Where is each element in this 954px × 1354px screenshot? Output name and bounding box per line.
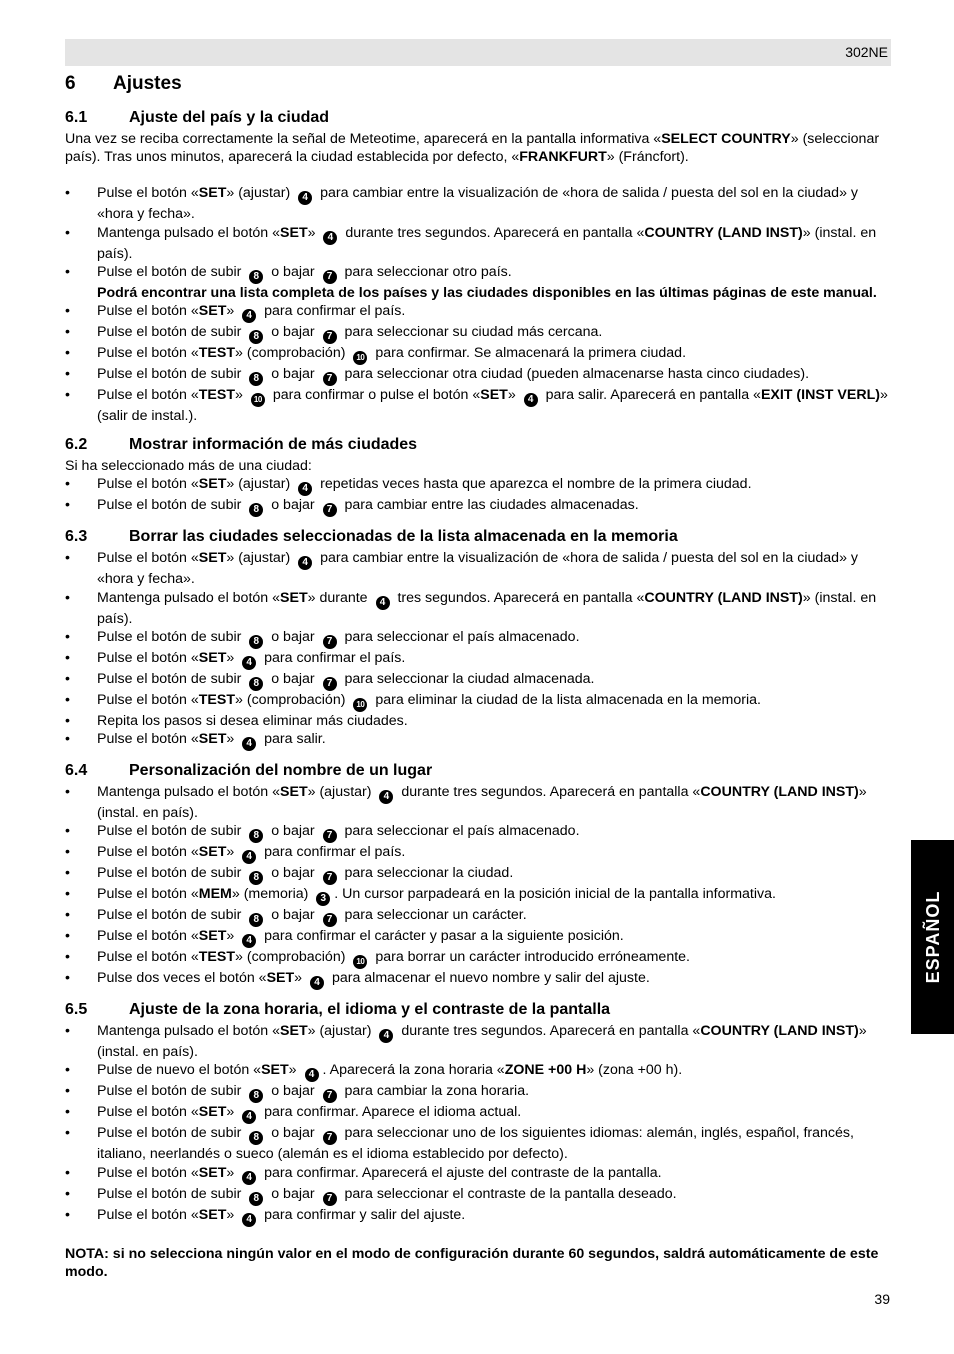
button-number-7-icon: 7	[323, 677, 337, 691]
bold-text: SET	[198, 550, 227, 567]
bold-text: SET	[198, 185, 227, 202]
text: para almacenar el nuevo nombre y salir del ajuste.	[328, 970, 650, 987]
bold-text: FRANKFURT	[519, 149, 607, 166]
button-number-4-icon: 4	[242, 737, 256, 751]
main-content	[65, 72, 891, 1281]
text: para confirmar o pulse el botón «	[268, 387, 481, 404]
note: NOTA: si no selecciona ningún valor en el modo de configuración durante 60 segundos, saldrá automáticamente de este modo.	[65, 1245, 879, 1280]
text: Pulse el botón «	[97, 649, 199, 666]
bold-text: SET	[198, 1206, 227, 1223]
text: para confirmar. Se almacenará la primera ciudad.	[371, 345, 687, 362]
bold-text: TEST	[198, 345, 236, 362]
list-item	[65, 302, 891, 323]
text: » (seleccionar país). Tras unos minutos, aparecerá la ciudad establecida por defecto, «	[65, 131, 880, 166]
bold-text: SET	[266, 970, 295, 987]
section-heading	[65, 761, 891, 781]
language-tab-label: ESPAÑOL	[922, 890, 943, 984]
section-heading	[65, 1000, 891, 1020]
list-item	[65, 730, 891, 751]
text: para cambiar entre las ciudades almacenadas.	[340, 497, 639, 514]
button-number-10-icon: 10	[353, 351, 367, 365]
bold-text: TEST	[198, 387, 236, 404]
text: o bajar	[267, 907, 319, 924]
bold-text: SET	[280, 784, 308, 801]
button-number-8-icon: 8	[249, 330, 263, 344]
button-number-4-icon: 4	[242, 656, 256, 670]
bold-text: Podrá encontrar una lista completa de los países y las ciudades disponibles en las últimas páginas de este manual.	[97, 284, 877, 301]
bold-text: SET	[198, 476, 227, 493]
bold-text: SET	[280, 224, 308, 241]
text: o bajar	[267, 670, 319, 687]
button-number-8-icon: 8	[249, 677, 263, 691]
button-number-8-icon: 8	[249, 829, 263, 843]
text: Una vez se reciba correctamente la señal de Meteotime, aparecerá en la pantalla informativa «	[65, 131, 662, 147]
text: Mantenga pulsado el botón «	[97, 224, 281, 241]
bold-text: SET	[480, 387, 508, 404]
list-item	[65, 822, 891, 843]
text: » (ajustar)	[307, 1023, 376, 1040]
list-item	[65, 628, 891, 649]
text: repetidas veces hasta que aparezca el nombre de la primera ciudad.	[316, 476, 752, 493]
text: para confirmar el país.	[260, 303, 406, 320]
text: Pulse el botón de subir	[97, 670, 246, 687]
model-number: 302NE	[845, 44, 888, 60]
text: para eliminar la ciudad de la lista almacenada en la memoria.	[371, 691, 761, 708]
intro-paragraph	[65, 130, 891, 166]
bold-text: TEST	[198, 949, 236, 966]
list-item	[65, 1103, 891, 1124]
text: »	[226, 1164, 239, 1181]
text: Pulse el botón de subir	[97, 628, 246, 645]
text: » (comprobación)	[235, 949, 350, 966]
instruction-list	[65, 783, 891, 990]
text: Pulse el botón «	[97, 185, 199, 202]
button-number-4-icon: 4	[242, 1110, 256, 1124]
text: » (comprobación)	[235, 345, 350, 362]
button-number-8-icon: 8	[249, 372, 263, 386]
text: Pulse el botón de subir	[97, 823, 246, 840]
button-number-8-icon: 8	[249, 270, 263, 284]
bold-text: TEST	[198, 691, 236, 708]
text: Repita los pasos si desea eliminar más ciudades.	[97, 712, 408, 729]
button-number-7-icon: 7	[323, 270, 337, 284]
text: para salir. Aparecerá en pantalla «	[541, 387, 761, 404]
bold-text: SET	[198, 649, 227, 666]
text: » (ajustar)	[226, 476, 295, 493]
text: para confirmar el país.	[260, 844, 406, 861]
list-item	[65, 1124, 891, 1163]
list-item	[65, 712, 891, 730]
text: o bajar	[267, 263, 319, 280]
text: durante tres segundos. Aparecerá en pantalla «	[397, 1023, 701, 1040]
text: » (instal. en país).	[97, 784, 867, 822]
list-item	[65, 549, 891, 588]
button-number-4-icon: 4	[298, 556, 312, 570]
text: Pulse de nuevo el botón «	[97, 1062, 262, 1079]
section-6-3	[65, 527, 891, 751]
button-number-7-icon: 7	[323, 1089, 337, 1103]
text: tres segundos. Aparecerá en pantalla «	[393, 589, 645, 606]
list-item	[65, 386, 891, 425]
button-number-8-icon: 8	[249, 503, 263, 517]
text: o bajar	[267, 1185, 319, 1202]
text: » (instal. en país).	[97, 224, 877, 262]
button-number-4-icon: 4	[298, 482, 312, 496]
bold-text: SET	[280, 589, 308, 606]
section-6-5	[65, 1000, 891, 1226]
text: o bajar	[267, 628, 319, 645]
bold-text: COUNTRY (LAND INST)	[644, 224, 803, 241]
list-item	[65, 496, 891, 517]
button-number-7-icon: 7	[323, 635, 337, 649]
button-number-4-icon: 4	[379, 790, 393, 804]
text: para confirmar y salir del ajuste.	[260, 1206, 466, 1223]
text: Pulse el botón de subir	[97, 497, 246, 514]
text: Pulse el botón «	[97, 387, 199, 404]
bold-text: MEM	[198, 886, 232, 903]
text: Pulse el botón «	[97, 345, 199, 362]
list-item	[65, 1185, 891, 1206]
button-number-7-icon: 7	[323, 372, 337, 386]
bold-text: EXIT (INST VERL)	[760, 387, 880, 404]
bold-text: SET	[198, 928, 227, 945]
text: Pulse el botón «	[97, 1164, 199, 1181]
section-title: Personalización del nombre de un lugar	[129, 762, 433, 780]
list-item	[65, 864, 891, 885]
button-number-4-icon: 4	[310, 976, 324, 990]
list-item	[65, 1082, 891, 1103]
button-number-4-icon: 4	[305, 1068, 319, 1082]
section-number: 6.4	[65, 762, 88, 780]
list-item	[65, 475, 891, 496]
section-number: 6.5	[65, 1001, 88, 1019]
text: » (salir de instal.).	[97, 387, 888, 425]
section-heading	[65, 527, 891, 547]
text: o bajar	[267, 1083, 319, 1100]
button-number-7-icon: 7	[323, 330, 337, 344]
text: o bajar	[267, 324, 319, 341]
text: »	[288, 1062, 301, 1079]
text: Pulse el botón «	[97, 550, 199, 567]
bold-text: SET	[261, 1062, 289, 1079]
list-item	[65, 843, 891, 864]
text: » (Fráncfort).	[606, 149, 689, 166]
text: Pulse el botón «	[97, 1206, 199, 1223]
bold-text: SET	[198, 1164, 227, 1181]
text: »	[235, 387, 247, 404]
button-number-8-icon: 8	[249, 635, 263, 649]
list-item	[65, 885, 891, 906]
text: » (instal. en país).	[97, 1023, 867, 1061]
text: o bajar	[267, 366, 319, 383]
section-heading	[65, 435, 891, 455]
text: »	[294, 970, 307, 987]
text: » (ajustar)	[307, 784, 376, 801]
text: o bajar	[267, 823, 319, 840]
list-item	[65, 649, 891, 670]
text: o bajar	[267, 497, 319, 514]
instruction-list	[65, 549, 891, 751]
button-number-8-icon: 8	[249, 871, 263, 885]
list-item	[65, 184, 891, 223]
text: Mantenga pulsado el botón «	[97, 1023, 281, 1040]
text: para borrar un carácter introducido erróneamente.	[371, 949, 690, 966]
text: » (memoria)	[231, 886, 313, 903]
text: Pulse el botón «	[97, 844, 199, 861]
text: Mantenga pulsado el botón «	[97, 784, 281, 801]
bold-text: COUNTRY (LAND INST)	[700, 784, 859, 801]
page-number: 39	[874, 1291, 890, 1307]
text: para seleccionar su ciudad más cercana.	[340, 324, 603, 341]
text: o bajar	[267, 1125, 319, 1142]
button-number-8-icon: 8	[249, 913, 263, 927]
bold-text: COUNTRY (LAND INST)	[644, 589, 803, 606]
text: para seleccionar el contraste de la pantalla deseado.	[340, 1185, 677, 1202]
text: » (instal. en país).	[97, 589, 877, 627]
text: Pulse dos veces el botón «	[97, 970, 267, 987]
text: para seleccionar otro país.	[340, 263, 512, 280]
text: para confirmar el país.	[260, 649, 406, 666]
button-number-4-icon: 4	[298, 191, 312, 205]
section-title: Ajuste de la zona horaria, el idioma y el contraste de la pantalla	[129, 1001, 611, 1019]
text: » (comprobación)	[235, 691, 350, 708]
text: para confirmar. Aparece el idioma actual.	[260, 1104, 522, 1121]
section-number: 6.1	[65, 109, 88, 126]
button-number-7-icon: 7	[323, 1131, 337, 1145]
list-item	[65, 224, 891, 263]
section-title: Borrar las ciudades seleccionadas de la lista almacenada en la memoria	[129, 528, 678, 546]
text: para confirmar el carácter y pasar a la siguiente posición.	[260, 928, 624, 945]
list-item	[65, 670, 891, 691]
list-item	[65, 1061, 891, 1082]
bold-text: SET	[198, 844, 227, 861]
text: Pulse el botón «	[97, 928, 199, 945]
text: Pulse el botón de subir	[97, 263, 246, 280]
text: » (ajustar)	[226, 550, 295, 567]
bold-text: SET	[198, 1104, 227, 1121]
button-number-7-icon: 7	[323, 1192, 337, 1206]
button-number-4-icon: 4	[524, 393, 538, 407]
button-number-4-icon: 4	[242, 1213, 256, 1227]
list-item	[65, 589, 891, 628]
button-number-7-icon: 7	[323, 913, 337, 927]
sections	[65, 108, 891, 1227]
intro-paragraph	[65, 457, 891, 475]
button-number-4-icon: 4	[242, 850, 256, 864]
text: Pulse el botón de subir	[97, 324, 246, 341]
list-item	[65, 1164, 891, 1185]
text: durante tres segundos. Aparecerá en pantalla «	[341, 224, 645, 241]
text: Pulse el botón «	[97, 886, 199, 903]
instruction-list	[65, 184, 891, 425]
section-title: Mostrar información de más ciudades	[129, 436, 418, 454]
header-bar	[65, 39, 891, 66]
section-6-4	[65, 761, 891, 990]
text: Pulse el botón «	[97, 303, 199, 320]
button-number-8-icon: 8	[249, 1089, 263, 1103]
text: Pulse el botón «	[97, 476, 199, 493]
text: para cambiar entre la visualización de «hora de salida / puesta del sol en la ciudad» y «hora y fecha».	[97, 550, 858, 588]
list-item	[65, 323, 891, 344]
button-number-8-icon: 8	[249, 1131, 263, 1145]
list-item	[65, 263, 891, 302]
button-number-10-icon: 10	[251, 393, 265, 407]
text: para salir.	[260, 731, 326, 748]
button-number-10-icon: 10	[353, 955, 367, 969]
text: para cambiar la zona horaria.	[340, 1083, 530, 1100]
language-tab	[911, 840, 954, 1034]
button-number-8-icon: 8	[249, 1192, 263, 1206]
text: Pulse el botón de subir	[97, 907, 246, 924]
text: . Un cursor parpadeará en la posición inicial de la pantalla informativa.	[334, 886, 776, 903]
chapter-title: Ajustes	[113, 73, 182, 94]
text: » (zona +00 h).	[586, 1062, 683, 1079]
list-item	[65, 906, 891, 927]
button-number-4-icon: 4	[323, 231, 337, 245]
text: . Aparecerá la zona horaria «	[322, 1062, 505, 1079]
button-number-4-icon: 4	[242, 309, 256, 323]
button-number-4-icon: 4	[242, 1171, 256, 1185]
text: »	[226, 928, 239, 945]
text: » (ajustar)	[226, 185, 295, 202]
text: para seleccionar un carácter.	[340, 907, 527, 924]
text: »	[226, 731, 239, 748]
section-6-1	[65, 108, 891, 425]
list-item	[65, 691, 891, 712]
text: »	[226, 1104, 239, 1121]
text: Pulse el botón de subir	[97, 366, 246, 383]
list-item	[65, 344, 891, 365]
text: Pulse el botón «	[97, 731, 199, 748]
text: para seleccionar uno de los siguientes idiomas: alemán, inglés, español, francés, italiano, neerlandés o sueco (alemán es el idioma establecido por defecto).	[97, 1125, 854, 1163]
bold-text: SET	[198, 731, 227, 748]
text: Pulse el botón «	[97, 949, 199, 966]
text: Pulse el botón de subir	[97, 1185, 246, 1202]
text: para seleccionar la ciudad almacenada.	[340, 670, 595, 687]
list-item	[65, 1206, 891, 1227]
text: Pulse el botón de subir	[97, 1083, 246, 1100]
text: Pulse el botón de subir	[97, 1125, 246, 1142]
list-item	[65, 783, 891, 822]
bold-text: COUNTRY (LAND INST)	[700, 1023, 859, 1040]
text: »	[226, 844, 239, 861]
button-number-7-icon: 7	[323, 871, 337, 885]
bold-text: SET	[280, 1023, 308, 1040]
text: para seleccionar el país almacenado.	[340, 628, 580, 645]
text: »	[307, 224, 320, 241]
text: Pulse el botón de subir	[97, 865, 246, 882]
chapter-number: 6	[65, 73, 76, 94]
section-heading	[65, 108, 891, 128]
list-item	[65, 969, 891, 990]
text: para confirmar. Aparecerá el ajuste del contraste de la pantalla.	[260, 1164, 662, 1181]
text: »	[226, 303, 239, 320]
text: »	[226, 649, 239, 666]
bold-text: SELECT COUNTRY	[661, 131, 791, 147]
section-6-2	[65, 435, 891, 517]
text: para seleccionar el país almacenado.	[340, 823, 580, 840]
text: para seleccionar otra ciudad (pueden almacenarse hasta cinco ciudades).	[340, 366, 810, 383]
button-number-4-icon: 4	[376, 596, 390, 610]
text: para seleccionar la ciudad.	[340, 865, 514, 882]
button-number-7-icon: 7	[323, 503, 337, 517]
button-number-4-icon: 4	[379, 1029, 393, 1043]
text: » durante	[307, 589, 372, 606]
button-number-10-icon: 10	[353, 698, 367, 712]
bold-text: ZONE +00 H	[504, 1062, 587, 1079]
list-item	[65, 927, 891, 948]
text: durante tres segundos. Aparecerá en pantalla «	[397, 784, 701, 801]
list-item	[65, 365, 891, 386]
bold-text: SET	[198, 303, 227, 320]
section-number: 6.2	[65, 436, 88, 454]
instruction-list	[65, 1022, 891, 1226]
text: Pulse el botón «	[97, 1104, 199, 1121]
text: Si ha seleccionado más de una ciudad:	[65, 458, 312, 475]
section-title: Ajuste del país y la ciudad	[129, 109, 330, 126]
text: »	[507, 387, 520, 404]
text: »	[226, 1206, 239, 1223]
instruction-list	[65, 475, 891, 517]
button-number-3-icon: 3	[316, 892, 330, 906]
text: para cambiar entre la visualización de «hora de salida / puesta del sol en la ciudad» y «hora y fecha».	[97, 185, 858, 223]
list-item	[65, 1022, 891, 1061]
chapter-heading	[65, 72, 891, 96]
button-number-4-icon: 4	[242, 934, 256, 948]
text: Mantenga pulsado el botón «	[97, 589, 281, 606]
button-number-7-icon: 7	[323, 829, 337, 843]
text: Pulse el botón «	[97, 691, 199, 708]
spacer	[65, 166, 891, 184]
section-number: 6.3	[65, 528, 88, 546]
list-item	[65, 948, 891, 969]
text: o bajar	[267, 865, 319, 882]
